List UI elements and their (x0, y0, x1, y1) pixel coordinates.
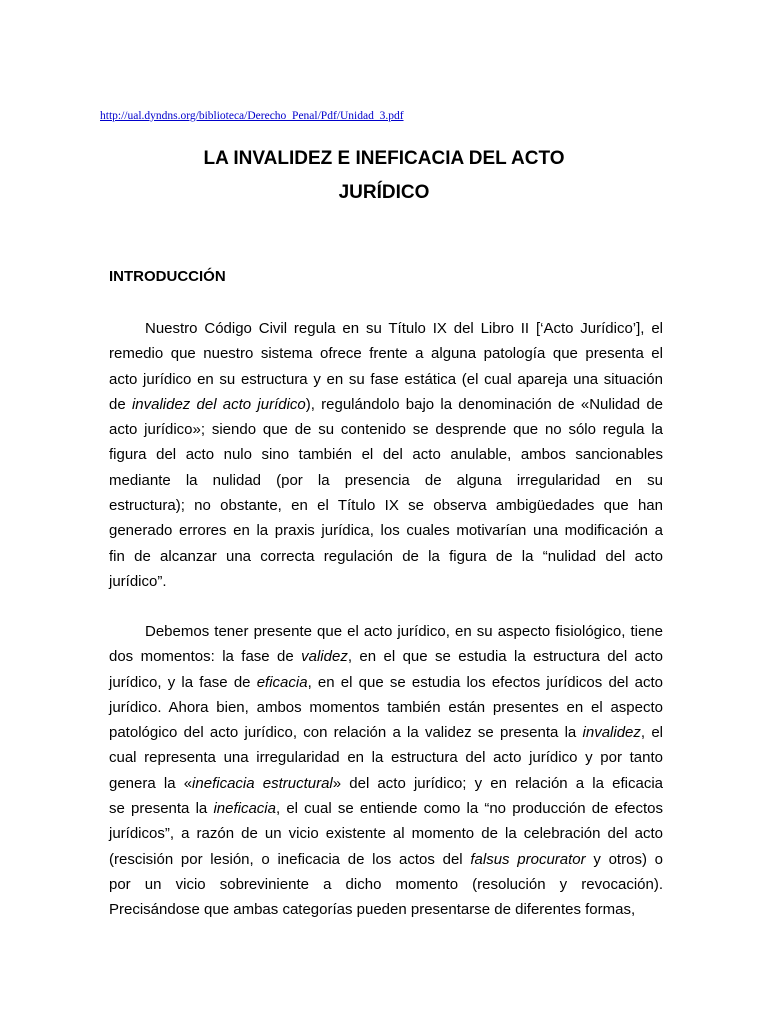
line-text: Debemos tener presente que el acto jurídico, en su aspecto fisiológico, tiene (145, 623, 663, 640)
paragraph-line (109, 695, 663, 720)
line-text (109, 674, 663, 691)
paragraph-line (109, 821, 663, 846)
text-segment: y otros) o (585, 850, 664, 868)
line-text: cual representa una irregularidad en la estructura del acto jurídico y por tanto (109, 749, 663, 767)
paragraph-line (109, 720, 663, 745)
italic-term: eficacia (256, 673, 308, 691)
line-text: remedio que nuestro sistema ofrece frente a alguna patología que presenta el (109, 345, 663, 363)
text-segment: , el cual se entiende como la “no producción de efectos (275, 800, 663, 818)
paragraph-line (109, 367, 663, 392)
paragraph-line (109, 569, 663, 594)
text-segment: patológico del acto jurídico, con relación a la validez se presenta la (109, 724, 583, 742)
line-text: generado errores en la praxis jurídica, los cuales motivarían una modificación a (109, 522, 663, 540)
paragraph-introduction-2 (109, 619, 663, 923)
line-text: acto jurídico en su estructura y en su fase estática (el cual apareja una situación (109, 370, 663, 388)
paragraph-line (109, 619, 663, 644)
text-segment: de (109, 395, 132, 413)
paragraph-line (109, 518, 663, 543)
text-segment: (rescisión por lesión, o ineficacia de los actos del (109, 850, 471, 868)
document-title-line-2: JURÍDICO (338, 182, 430, 203)
line-text: acto jurídico»; siendo que de su contenido se desprende que no sólo regula la (109, 421, 663, 439)
paragraph-line (109, 392, 663, 417)
line-text: estructura); no obstante, en el Título IX se observa ambigüedades que han (109, 497, 663, 515)
text-segment: jurídico, y la fase de (109, 673, 257, 691)
line-text: jurídico”. (109, 572, 167, 590)
paragraph-line (109, 417, 663, 442)
source-url-link[interactable]: http://ual.dyndns.org/biblioteca/Derecho_Penal/Pdf/Unidad_3.pdf (100, 110, 404, 122)
paragraph-line (109, 771, 663, 796)
italic-term: ineficacia (213, 800, 276, 818)
line-text: fin de alcanzar una correcta regulación de la figura de la “nulidad del acto (109, 547, 663, 565)
paragraph-line (109, 442, 663, 467)
line-text: mediante la nulidad (por la presencia de alguna irregularidad en su (109, 471, 663, 489)
line-text: por un vicio sobreviniente a dicho momento (resolución y revocación). (109, 875, 663, 893)
italic-term: ineficacia estructural (192, 774, 333, 792)
paragraph-line (109, 670, 663, 695)
line-text: figura del acto nulo sino también el del acto anulable, ambos sancionables (109, 446, 663, 464)
line-text: Nuestro Código Civil regula en su Título IX del Libro II [‘Acto Jurídico’], el (145, 320, 663, 337)
paragraph-line (109, 544, 663, 569)
italic-term: validez (301, 648, 348, 666)
paragraph-line (109, 341, 663, 366)
paragraph-line (109, 796, 663, 821)
line-text (109, 851, 663, 868)
line-text (109, 396, 663, 413)
paragraph-line (109, 468, 663, 493)
italic-term: invalidez del acto jurídico (131, 395, 306, 413)
text-segment: ), regulándolo bajo la denominación de «Nulidad de (305, 395, 664, 413)
line-text: Precisándose que ambas categorías pueden presentarse de diferentes formas, (109, 901, 636, 919)
paragraph-line (109, 897, 663, 922)
text-segment: , en el que se estudia la estructura del acto (347, 648, 663, 666)
paragraph-line (109, 316, 663, 341)
line-text (109, 648, 663, 665)
paragraph-introduction-1 (109, 316, 663, 594)
text-segment: genera la « (109, 774, 193, 792)
line-text (109, 800, 663, 817)
section-heading: INTRODUCCIÓN (109, 268, 226, 285)
italic-term: falsus procurator (470, 850, 586, 868)
line-text (109, 724, 663, 741)
text-segment: , el (640, 724, 663, 742)
paragraph-line (109, 745, 663, 770)
line-text: jurídicos”, a razón de un vicio existente al momento de la celebración del acto (109, 825, 663, 843)
text-segment: , en el que se estudia los efectos jurídicos del acto (307, 673, 664, 691)
text-segment: dos momentos: la fase de (109, 648, 302, 666)
text-segment: se presenta la (109, 800, 214, 818)
italic-term: invalidez (582, 724, 641, 742)
text-segment: » del acto jurídico; y en relación a la eficacia (332, 774, 663, 792)
paragraph-line (109, 644, 663, 669)
paragraph-line (109, 872, 663, 897)
paragraph-line (109, 493, 663, 518)
document-title-line-1: LA INVALIDEZ E INEFICACIA DEL ACTO (203, 148, 565, 169)
line-text: jurídico. Ahora bien, ambos momentos también están presentes en el aspecto (109, 698, 663, 716)
paragraph-line (109, 847, 663, 872)
line-text (109, 775, 663, 792)
